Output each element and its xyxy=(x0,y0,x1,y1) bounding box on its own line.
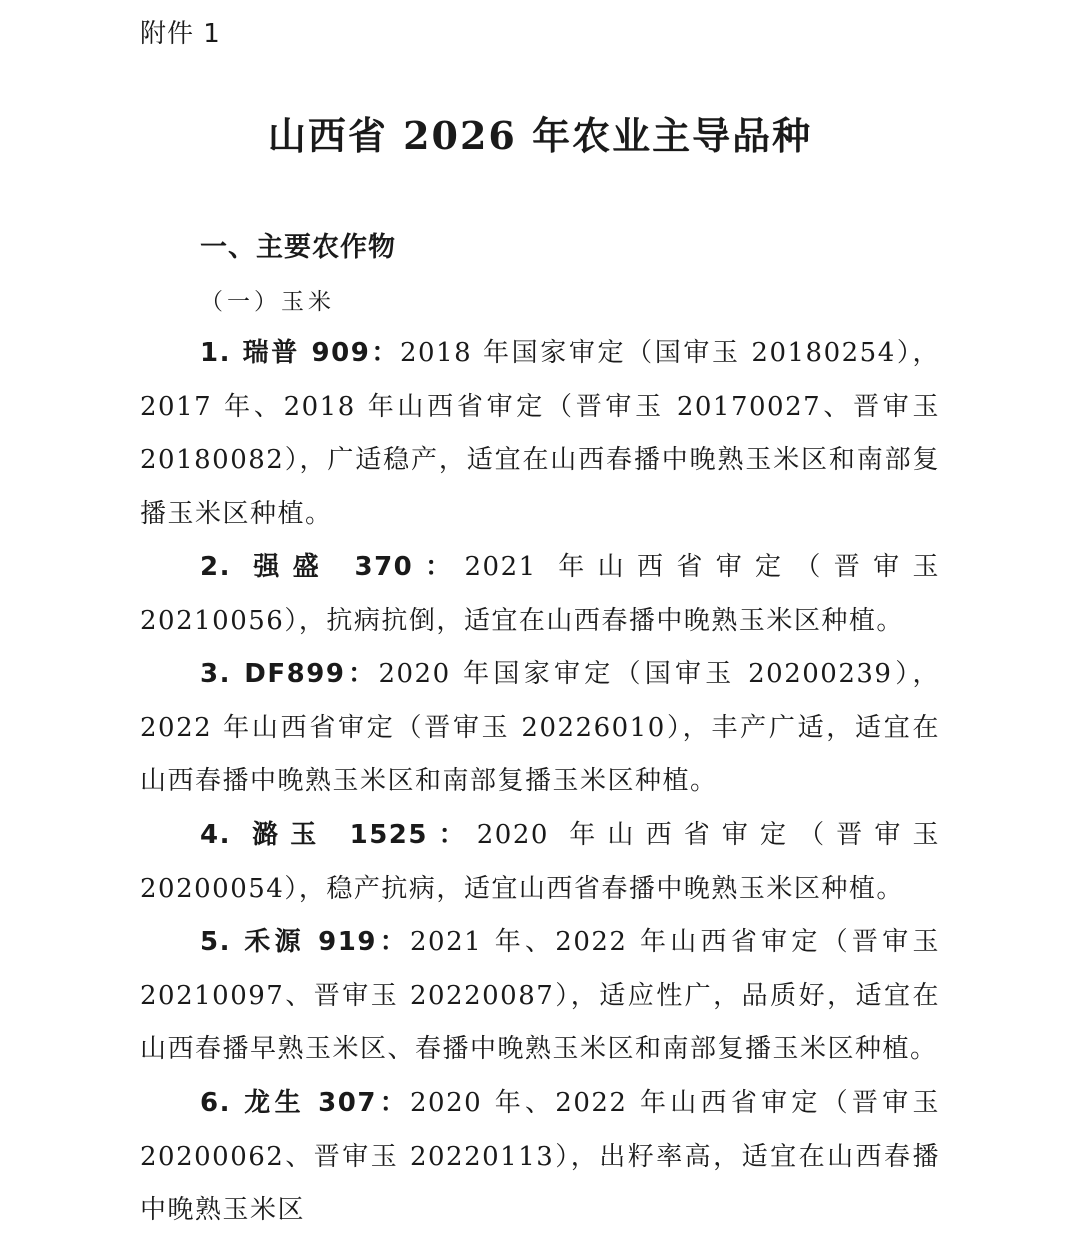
variety-name: 2. 强盛 370： xyxy=(200,552,465,582)
variety-entry xyxy=(140,541,940,648)
variety-name: 5. 禾源 919： xyxy=(200,927,411,957)
variety-entry xyxy=(140,1077,940,1238)
variety-entry xyxy=(140,809,940,916)
variety-description: 2020 年、2022 年山西省审定（晋审玉 20200062、晋审玉 20220113），出籽率高，适宜在山西春播中晚熟玉米区 xyxy=(140,1088,940,1225)
sub-heading: （一）玉米 xyxy=(200,289,335,315)
variety-entry xyxy=(140,916,940,1077)
variety-description: 2020 年山西省审定（晋审玉 20200054），稳产抗病，适宜山西省春播中晚熟玉米区种植。 xyxy=(140,820,940,904)
variety-name: 3. DF899： xyxy=(200,659,379,689)
variety-description: 2018 年国家审定（国审玉 20180254），2017 年、2018 年山西省审定（晋审玉 20170027、晋审玉 20180082），广适稳产，适宜在山西春播中晚熟玉米区和南部复播玉米区种植。 xyxy=(140,338,940,529)
variety-entry xyxy=(140,327,940,541)
variety-name: 6. 龙生 307： xyxy=(200,1088,411,1118)
document-title: 山西省 2026 年农业主导品种 xyxy=(267,113,813,158)
variety-name: 4. 潞玉 1525： xyxy=(200,820,477,850)
variety-name: 1. 瑞普 909： xyxy=(200,338,401,368)
attachment-label: 附件 1 xyxy=(140,19,221,49)
variety-entry xyxy=(140,648,940,809)
variety-description: 2021 年、2022 年山西省审定（晋审玉 20210097、晋审玉 20220087），适应性广，品质好，适宜在山西春播早熟玉米区、春播中晚熟玉米区和南部复播玉米区种植。 xyxy=(140,927,940,1064)
variety-description: 2020 年国家审定（国审玉 20200239），2022 年山西省审定（晋审玉 20226010），丰产广适，适宜在山西春播中晚熟玉米区和南部复播玉米区种植。 xyxy=(140,659,940,796)
section-heading: 一、主要农作物 xyxy=(200,232,396,263)
variety-description: 2021 年山西省审定（晋审玉 20210056），抗病抗倒，适宜在山西春播中晚熟玉米区种植。 xyxy=(140,552,940,636)
